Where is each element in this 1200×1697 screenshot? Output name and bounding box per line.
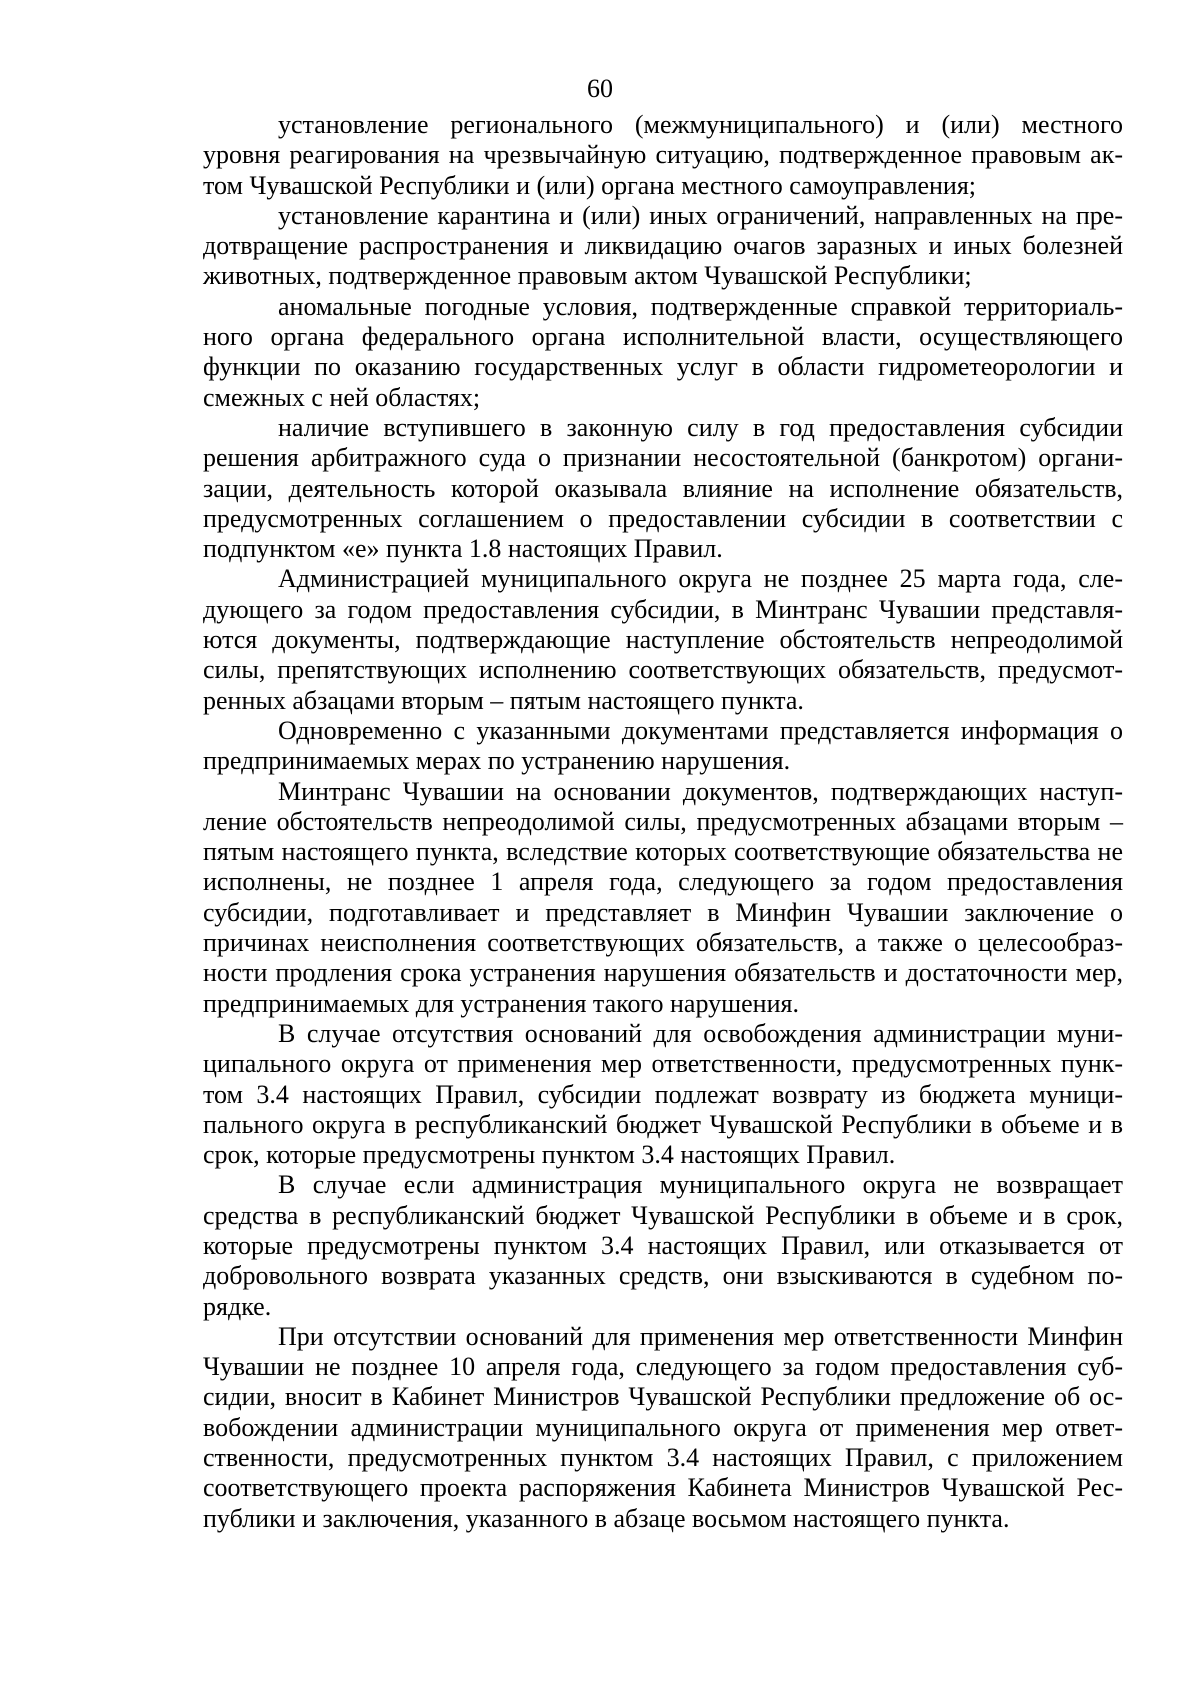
paragraph: установление регионального (межмуниципального) и (или) местного уровня реагирования на чрезвычайную ситуацию, подтвержденное правовым актом Чувашской Республики и (или) органа местного самоуправления; xyxy=(203,110,1123,200)
paragraph: Администрацией муниципального округа не позднее 25 марта года, следующего за годом предоставления субсидии, в Минтранс Чувашии представляются документы, подтверждающие наступление обстоятельств непреодолимой силы, препятствующих исполнению соответствующих обязательств, предусмотренных абзацами вторым – пятым настоящего пункта. xyxy=(203,564,1123,715)
paragraph: В случае если администрация муниципального округа не возвращает средства в республиканский бюджет Чувашской Республики в объеме и в срок, которые предусмотрены пунктом 3.4 настоящих Правил, или отказывается от добровольного возврата указанных средств, они взыскиваются в судебном порядке. xyxy=(203,1170,1123,1321)
paragraph: наличие вступившего в законную силу в год предоставления субсидии решения арбитражного суда о признании несостоятельной (банкротом) организации, деятельность которой оказывала влияние на исполнение обязательств, предусмотренных соглашением о предоставлении субсидии в соответствии с подпунктом «е» пункта 1.8 настоящих Правил. xyxy=(203,412,1123,564)
page-number: 60 xyxy=(587,74,613,103)
document-body xyxy=(203,110,1123,1534)
paragraph: установление карантина и (или) иных ограничений, направленных на предотвращение распространения и ликвидацию очагов заразных и иных болезней животных, подтвержденное правовым актом Чувашской Республики; xyxy=(203,200,1123,291)
paragraph: В случае отсутствия оснований для освобождения администрации муниципального округа от применения мер ответственности, предусмотренных пунктом 3.4 настоящих Правил, субсидии подлежат возврату из бюджета муниципального округа в республиканский бюджет Чувашской Республики в объеме и в срок, которые предусмотрены пунктом 3.4 настоящих Правил. xyxy=(203,1018,1123,1170)
paragraph: аномальные погодные условия, подтвержденные справкой территориального органа федерального органа исполнительной власти, осуществляющего функции по оказанию государственных услуг в области гидрометеорологии и смежных с ней областях; xyxy=(203,291,1123,412)
paragraph: При отсутствии оснований для применения мер ответственности Минфин Чувашии не позднее 10 апреля года, следующего за годом предоставления субсидии, вносит в Кабинет Министров Чувашской Республики предложение об освобождении администрации муниципального округа от применения мер ответственности, предусмотренных пунктом 3.4 настоящих Правил, с приложением соответствующего проекта распоряжения Кабинета Министров Чувашской Республики и заключения, указанного в абзаце восьмом настоящего пункта. xyxy=(203,1321,1123,1533)
paragraph: Минтранс Чувашии на основании документов, подтверждающих наступление обстоятельств непреодолимой силы, предусмотренных абзацами вторым – пятым настоящего пункта, вследствие которых соответствующие обязательства не исполнены, не позднее 1 апреля года, следующего за годом предоставления субсидии, подготавливает и представляет в Минфин Чувашии заключение о причинах неисполнения соответствующих обязательств, а также о целесообразности продления срока устранения нарушения обязательств и достаточности мер, предпринимаемых для устранения такого нарушения. xyxy=(203,776,1123,1018)
paragraph: Одновременно с указанными документами представляется информация о предпринимаемых мерах по устранению нарушения. xyxy=(203,715,1123,776)
